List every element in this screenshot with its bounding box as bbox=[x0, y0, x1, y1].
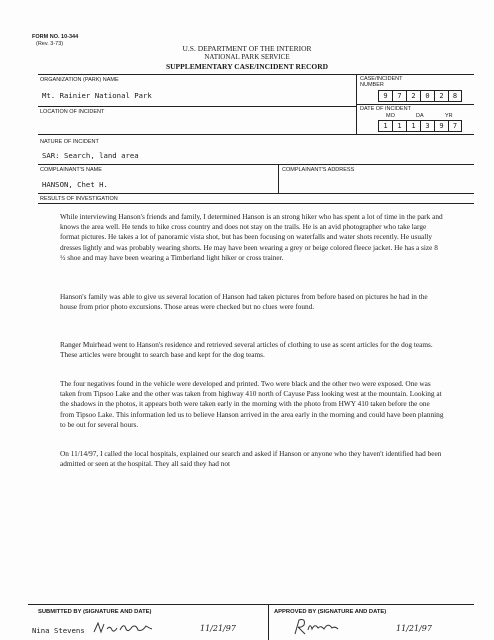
rule-case-bottom bbox=[356, 104, 474, 105]
approved-by-label: APPROVED BY (SIGNATURE AND DATE) bbox=[274, 609, 387, 615]
form-revision: (Rev. 3-73) bbox=[36, 41, 64, 47]
rule-org-bottom bbox=[38, 106, 356, 107]
submitted-signature bbox=[92, 620, 154, 636]
date-digit: 1 bbox=[392, 120, 406, 132]
approved-signature bbox=[292, 616, 340, 636]
case-digit: 2 bbox=[406, 90, 420, 102]
rule-nature-bottom bbox=[38, 164, 474, 165]
service-heading: NATIONAL PARK SERVICE bbox=[204, 53, 290, 61]
date-day-label: DA bbox=[416, 113, 424, 119]
submitted-by-label: SUBMITTED BY (SIGNATURE AND DATE) bbox=[38, 609, 152, 615]
rule-top bbox=[38, 74, 474, 75]
date-digit: 3 bbox=[420, 120, 434, 132]
complainant-name-value: HANSON, Chet H. bbox=[42, 180, 108, 189]
results-label: RESULTS OF INVESTIGATION bbox=[40, 196, 118, 202]
date-digit: 1 bbox=[406, 120, 420, 132]
rule-case-divider bbox=[356, 74, 357, 134]
nature-value: SAR: Search, land area bbox=[42, 151, 139, 160]
date-label: DATE OF INCIDENT bbox=[360, 106, 411, 112]
organization-label: ORGANIZATION (PARK) NAME bbox=[40, 77, 119, 83]
date-year-label: YR bbox=[445, 113, 453, 119]
form-number: FORM NO. 10-344 bbox=[32, 34, 79, 40]
form-title: SUPPLEMENTARY CASE/INCIDENT RECORD bbox=[165, 62, 329, 71]
location-label: LOCATION OF INCIDENT bbox=[40, 109, 105, 115]
rule-complainant-divider bbox=[278, 164, 279, 193]
case-number-label-2: NUMBER bbox=[360, 82, 384, 88]
case-digit: 7 bbox=[392, 90, 406, 102]
date-month-label: MO bbox=[386, 113, 395, 119]
narrative-paragraph: While interviewing Hanson's friends and family, I determined Hanson is an strong hiker who has spent a lot of time in the park and knows the area well. He tends to hike cross country and does not stay on the trails. He is an avid photographer who take large format pictures. He takes a lot of panoramic vista shot, but has been focusing on waterfalls and water shots recently. He usually dresses lightly and was probably wearing shorts. He may have been wearing a grey or beige colored fleece jacket. He has a size 8 ½ shoe and may have been wearing a Timberland light hiker or cross trainer. bbox=[60, 212, 443, 262]
submitted-date: 11/21/97 bbox=[200, 624, 236, 633]
narrative-paragraph: The four negatives found in the vehicle were developed and printed. Two were black and the other two were exposed. One was taken from Tipsoo Lake and the other was taken from highway 410 north of Cayuse Pass looking west at the mountain. Looking at the shadows in the photos, it appears both were taken early in the morning with the photo from HWY 410 taken before the one from Tipsoo Lake. This information led us to believe Hanson arrived in the area early in the morning and could have been planning to be out for several hours. bbox=[60, 379, 444, 429]
rule-signature-divider bbox=[268, 604, 269, 640]
date-digit: 1 bbox=[378, 120, 392, 132]
narrative-paragraph: On 11/14/97, I called the local hospitals, explained our search and asked if Hanson or anyone who they haven't identified had been admitted or seen at the hospital. They all said they had not bbox=[60, 449, 442, 469]
organization-value: Mt. Rainier National Park bbox=[42, 91, 152, 100]
case-number-label: CASE/INCIDENT bbox=[360, 76, 403, 82]
rule-results-header bbox=[38, 203, 474, 204]
rule-location-bottom bbox=[38, 134, 474, 135]
rule-signature-top bbox=[28, 604, 474, 605]
complainant-address-label: COMPLAINANT'S ADDRESS bbox=[282, 167, 355, 173]
date-digit: 7 bbox=[448, 120, 462, 132]
case-digit: 9 bbox=[378, 90, 392, 102]
case-digit: 2 bbox=[434, 90, 448, 102]
department-heading: U.S. DEPARTMENT OF THE INTERIOR bbox=[182, 44, 312, 53]
narrative-paragraph: Ranger Muirhead went to Hanson's residence and retrieved several articles of clothing to use as scent articles for the dog teams. These articles were brought to search base and kept for the dog teams. bbox=[60, 340, 433, 360]
narrative-paragraph: Hanson's family was able to give us several location of Hanson had taken pictures from before based on pictures he had in the house from prior photo excursions. Those areas were checked but no clues were found. bbox=[60, 292, 428, 312]
date-digit: 9 bbox=[434, 120, 448, 132]
case-digit: 8 bbox=[448, 90, 462, 102]
complainant-name-label: COMPLAINANT'S NAME bbox=[40, 167, 102, 173]
case-digit: 0 bbox=[420, 90, 434, 102]
approved-date: 11/21/97 bbox=[396, 624, 432, 633]
rule-complainant-bottom bbox=[38, 193, 474, 194]
submitted-name: Nina Stevens bbox=[32, 626, 85, 635]
nature-label: NATURE OF INCIDENT bbox=[40, 139, 99, 145]
